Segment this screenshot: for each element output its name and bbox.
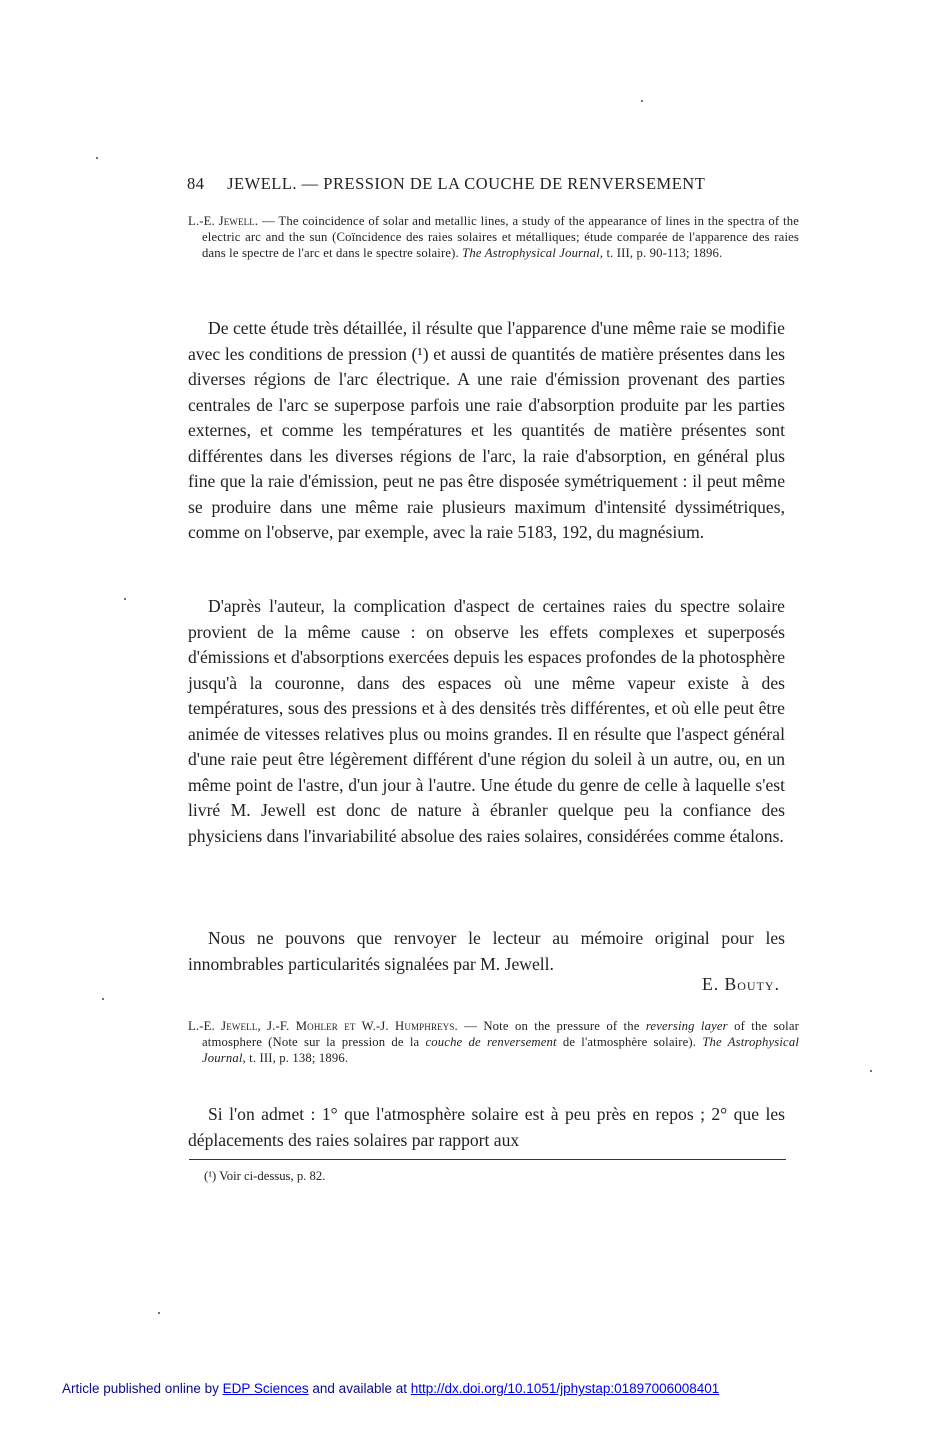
paragraph-4: [188, 1102, 785, 1153]
scan-speck: [870, 1070, 872, 1072]
reference-text: de l'atmosphère solaire).: [556, 1034, 703, 1049]
footer-text: Article published online by: [62, 1381, 223, 1396]
signature: E. Bouty.: [701, 974, 780, 994]
scan-speck: [102, 998, 104, 1000]
reference-author: L.-E. Jewell.: [188, 214, 259, 228]
paragraph-3: [188, 926, 785, 977]
reference-text: — The coincidence of solar and metallic lines, a study of the appearance of lines in the spectra of the electric arc and the sun (Coïncidence des raies solaires et métalliques; étude comparée de l'apparence des raies dans le spectre de l'arc et dans le spectre solaire).: [202, 214, 799, 260]
footnote-divider: [189, 1159, 786, 1160]
reference-italic-term: couche de renversement: [425, 1034, 557, 1049]
paragraph-text: Nous ne pouvons que renvoyer le lecteur au mémoire original pour les innombrables particularités signalées par M. Jewell.: [188, 928, 785, 974]
paragraph-text: De cette étude très détaillée, il résulte que l'apparence d'une même raie se modifie avec les conditions de pression (¹) et aussi de quantités de matière présentes dans les diverses régions de l'arc électrique. A une raie d'émission provenant des parties centrales de l'arc se superpose parfois une raie d'absorption produite par les parties externes, et comme les températures et les quantités de matière présentes sont différentes dans les diverses régions de l'arc, la raie d'absorption, en général plus fine que la raie d'émission, peut ne pas être disposée symétriquement : il peut même se produire dans une même raie plusieurs maximum d'intensité dyssimétriques, comme on l'observe, par exemple, avec la raie 5183, 192, du magnésium.: [188, 318, 785, 542]
running-header: [187, 174, 740, 196]
publication-footer: [62, 1381, 868, 1396]
paragraph-text: D'après l'auteur, la complication d'aspect de certaines raies du spectre solaire provient de la même cause : on observe les effets complexes et superposés d'émissions et d'absorptions exercées depuis les espaces profondes de la photosphère jusqu'à la couronne, dans des espaces où une même vapeur existe à des températures, sous des pressions et à des densités très différentes, et où elle peut être animée de vitesses relatives plus ou moins grandes. Il en résulte que l'aspect général d'une raie peut être légèrement différent d'une région du soleil à un autre, ou, en un même point de l'astre, d'un jour à l'autre. Une étude du genre de celle à laquelle s'est livré M. Jewell est donc de nature à ébranler quelque peu la confiance des physiciens dans l'invariabilité absolue des raies solaires, considérées comme étalons.: [188, 596, 785, 846]
reference-citation: , t. III, p. 90-113; 1896.: [599, 245, 723, 260]
footnote: (¹) Voir ci-dessus, p. 82.: [204, 1169, 326, 1183]
publisher-link[interactable]: EDP Sciences: [222, 1381, 309, 1396]
reference-text: — Note on the pressure of the: [457, 1019, 646, 1033]
scan-speck: [641, 100, 643, 102]
reference-text: of the solar atmosphere (Note sur la pression de la: [202, 1019, 799, 1049]
bibliographic-reference-1: [188, 214, 799, 261]
doi-link[interactable]: http://dx.doi.org/10.1051/jphystap:01897006008401: [410, 1381, 720, 1396]
footer-text: and available at: [308, 1381, 411, 1396]
scan-speck: [96, 157, 98, 159]
scan-speck: [158, 1312, 160, 1314]
scan-speck: [124, 598, 126, 600]
reference-italic-term: reversing layer: [645, 1019, 728, 1033]
reference-citation: , t. III, p. 138; 1896.: [242, 1050, 349, 1065]
page-number: 84: [187, 174, 205, 193]
reference-journal: The Astrophysical Journal: [202, 1034, 799, 1065]
reference-authors: L.-E. Jewell, J.-F. Mohler et W.-J. Humphreys.: [188, 1019, 458, 1033]
paragraph-1: [188, 316, 785, 546]
running-title: JEWELL. — PRESSION DE LA COUCHE DE RENVERSEMENT: [227, 174, 706, 193]
reference-journal: The Astrophysical Journal: [462, 245, 600, 260]
paragraph-2: [188, 594, 785, 849]
bibliographic-reference-2: [188, 1019, 799, 1066]
paragraph-text: Si l'on admet : 1° que l'atmosphère solaire est à peu près en repos ; 2° que les déplacements des raies solaires par rapport aux: [188, 1104, 785, 1150]
